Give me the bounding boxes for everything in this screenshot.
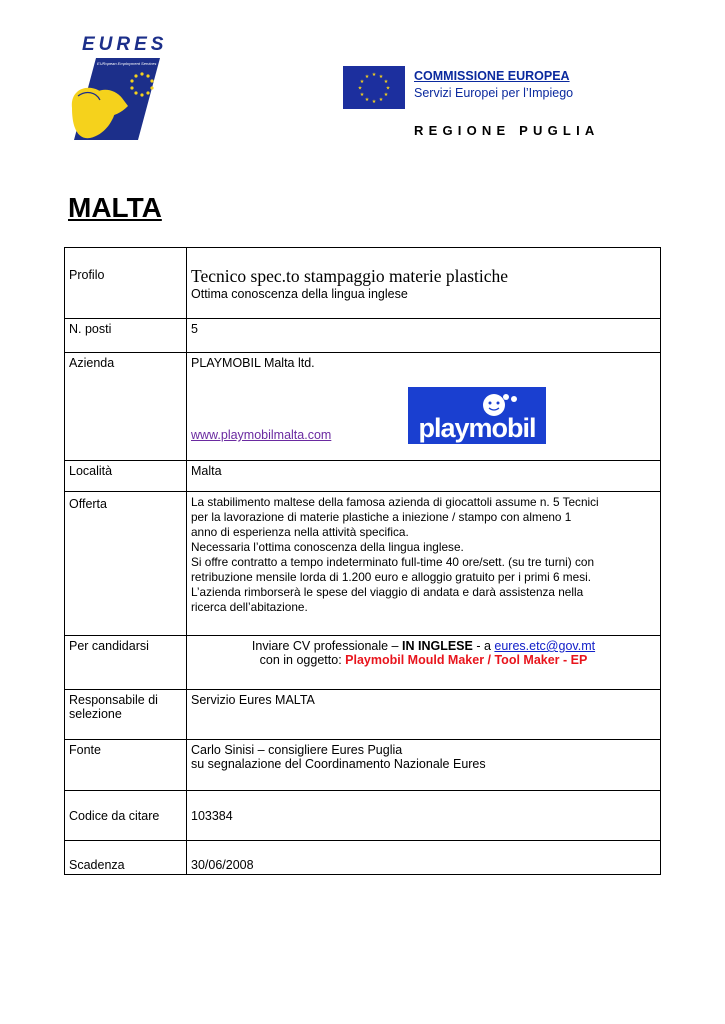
row-scadenza xyxy=(65,841,661,875)
label-azienda: Azienda xyxy=(65,353,187,461)
offer-line: anno di esperienza nella attività specifica. xyxy=(191,525,409,539)
svg-text:★: ★ xyxy=(359,79,365,85)
playmobil-logo xyxy=(408,387,546,444)
label-posti: N. posti xyxy=(65,319,187,353)
label-codice: Codice da citare xyxy=(65,791,187,841)
job-subtitle: Ottima conoscenza della lingua inglese xyxy=(191,287,408,301)
label-offerta: Offerta xyxy=(65,492,187,636)
offer-line: Necessaria l’ottima conoscenza della lingua inglese. xyxy=(191,540,464,554)
label-candidarsi: Per candidarsi xyxy=(65,636,187,690)
svg-text:★: ★ xyxy=(385,85,391,92)
label-profilo: Profilo xyxy=(65,248,187,319)
svg-text:★: ★ xyxy=(371,99,377,105)
offer-line: per la lavorazione di materie plastiche a iniezione / stampo con almeno 1 xyxy=(191,510,572,524)
job-title: Tecnico spec.to stampaggio materie plastiche xyxy=(191,266,509,286)
row-profilo xyxy=(65,248,661,319)
row-azienda xyxy=(65,353,661,461)
value-responsabile: Servizio Eures MALTA xyxy=(187,690,661,740)
row-responsabile xyxy=(65,690,661,740)
value-scadenza: 30/06/2008 xyxy=(187,841,661,875)
svg-text:playmobil: playmobil xyxy=(418,413,536,443)
svg-text:★: ★ xyxy=(364,97,370,103)
svg-text:EURES: EURES xyxy=(82,34,168,55)
row-localita xyxy=(65,461,661,492)
apply-text-mid: - a xyxy=(472,639,495,653)
label-fonte: Fonte xyxy=(65,740,187,791)
label-responsabile: Responsabile di selezione xyxy=(65,690,187,740)
row-candidarsi xyxy=(65,636,661,690)
offer-line: L’azienda rimborserà le spese del viaggio di andata e darà assistenza nella xyxy=(191,585,584,599)
apply-subject: Playmobil Mould Maker / Tool Maker - EP xyxy=(345,653,588,667)
apply-text: Inviare CV professionale – xyxy=(251,639,402,653)
job-offer-table xyxy=(64,247,661,875)
row-codice xyxy=(65,791,661,841)
svg-text:★: ★ xyxy=(371,72,377,78)
value-codice: 103384 xyxy=(187,791,661,841)
company-website-link[interactable]: www.playmobilmalta.com xyxy=(191,428,332,442)
apply-language: IN INGLESE xyxy=(402,639,473,653)
commission-title[interactable]: COMMISSIONE EUROPEA xyxy=(414,69,570,83)
value-azienda: PLAYMOBIL Malta ltd. xyxy=(191,356,315,370)
svg-text:★: ★ xyxy=(357,85,363,92)
page-title: MALTA xyxy=(68,192,162,223)
offer-line: ricerca dell’abitazione. xyxy=(191,600,308,614)
value-localita: Malta xyxy=(187,461,661,492)
value-posti: 5 xyxy=(187,319,661,353)
apply-subject-prefix: con in oggetto: xyxy=(259,653,346,667)
svg-text:★: ★ xyxy=(378,74,384,80)
svg-text:★: ★ xyxy=(378,97,384,103)
fonte-line-1: Carlo Sinisi – consigliere Eures Puglia xyxy=(191,743,403,757)
svg-text:★: ★ xyxy=(364,74,370,80)
row-posti xyxy=(65,319,661,353)
offer-line: Si offre contratto a tempo indeterminato full-time 40 ore/sett. (su tre turni) con xyxy=(191,555,595,569)
svg-text:EURopean Employment Services: EURopean Employment Services xyxy=(97,61,157,66)
eures-logo xyxy=(68,28,168,148)
svg-text:★: ★ xyxy=(383,92,389,98)
label-scadenza: Scadenza xyxy=(65,841,187,875)
row-fonte xyxy=(65,740,661,791)
label-localita: Località xyxy=(65,461,187,492)
offer-line: retribuzione mensile lorda di 1.200 euro e alloggio gratuito per i primi 6 mesi. xyxy=(191,570,591,584)
svg-text:★: ★ xyxy=(383,79,389,85)
fonte-line-2: su segnalazione del Coordinamento Nazionale Eures xyxy=(191,757,486,771)
apply-email-link[interactable]: eures.etc@gov.mt xyxy=(494,639,596,653)
commission-subtitle: Servizi Europei per l’Impiego xyxy=(414,86,574,100)
regione-label: REGIONE PUGLIA xyxy=(414,123,600,138)
eu-flag-icon xyxy=(343,66,405,109)
offer-line: La stabilimento maltese della famosa azienda di giocattoli assume n. 5 Tecnici xyxy=(191,495,599,509)
svg-text:★: ★ xyxy=(359,92,365,98)
row-offerta xyxy=(65,492,661,636)
